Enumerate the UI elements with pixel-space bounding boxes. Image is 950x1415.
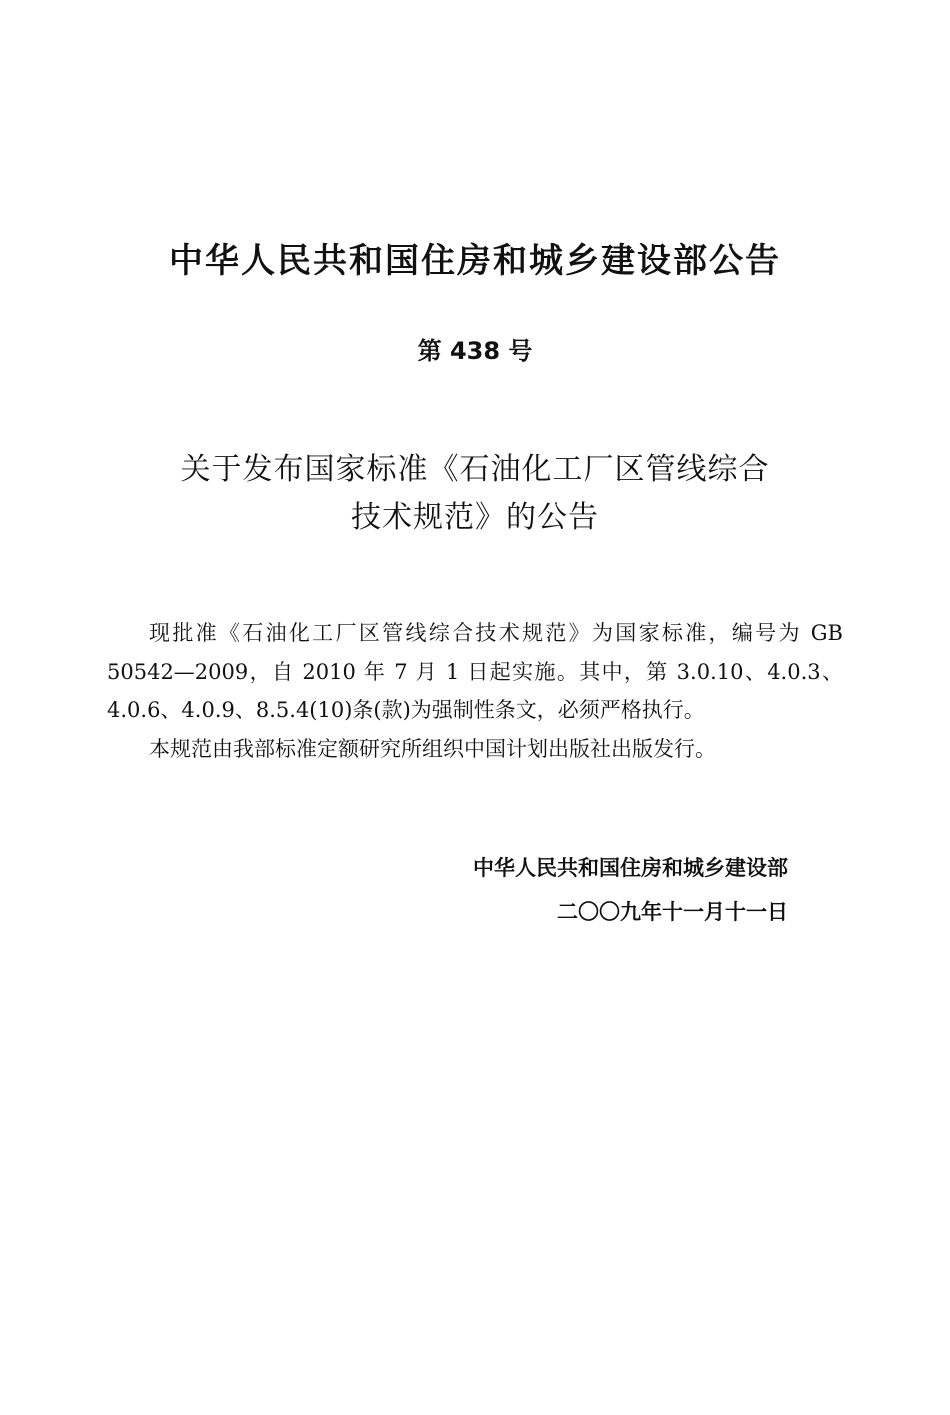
subject-line-2: 技术规范》的公告 (351, 500, 599, 535)
body-paragraph: 本规范由我部标准定额研究所组织中国计划出版社出版发行。 (149, 736, 716, 761)
issue-date: 二〇〇九年十一月十一日 (557, 900, 788, 924)
document-number: 第 438 号 (417, 337, 533, 365)
announcement-subject (0, 446, 950, 542)
page-title: 中华人民共和国住房和城乡建设部公告 (169, 241, 781, 281)
issuer-name: 中华人民共和国住房和城乡建设部 (473, 856, 788, 880)
subject-line-1: 关于发布国家标准《石油化工厂区管线综合 (180, 452, 770, 487)
announcement-body (107, 614, 843, 768)
body-paragraph: 现批准《石油化工厂区管线综合技术规范》为国家标准，编号为 GB 50542—2009，自 2010 年 7 月 1 日起实施。其中，第 3.0.10、4.0.3、4.0.6、4.0.9、8.5.4(10)条(款)为强制性条文，必须严格执行。 (107, 621, 843, 722)
signature-block (473, 846, 788, 934)
